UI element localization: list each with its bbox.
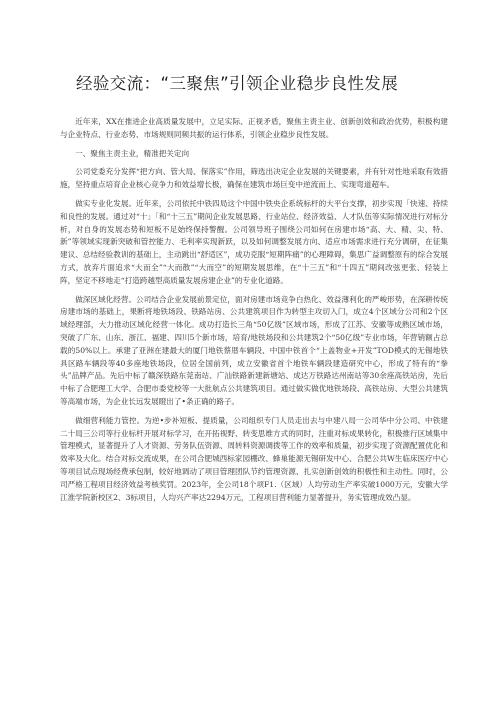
paragraph-party-role: 公司党委充分发挥“把方向、管大局、保落实”作用，筛选出决定企业发展的关键要素，并有针对性地采取有效措施，坚持重点培育企业核心竞争力和效益增长极，确保在建筑市场巨变中逆流而上、实现弯道超车。 [60,167,448,190]
paragraph-specialization: 做实专业化发展。近年来，公司依托中铁四局这个中国中铁央企系统标杆的大平台支撑，初步实现「快速、持续和良性的发展。通过对“十」「和“十三五”期间企业发展思路、行业站位、经济效益、人才队伍等实际情况进行对标分析，对自身的发展态势和短板不足始终保持警醒。公司领导班子围绕公司如何在房建市场“高、大、精、尖、特、新”等领域实现新突破和管控能力、毛利率实现新跃，以及如何调整发展方向、适应市场需求进行充分调研，在征集建议、总结经验教训的基础上，主动跳出“舒适区”，成功克服“短期阵痛”的心理障碍，集思广益调整原有的综合发展方式，放弃片面追求“大而全”“大而散”“大而空”的短期发展思维，在“十三五”和“十四五”期间改弦更张、轻装上阵，坚定不移地走“打造跨越型高质量发展房建企业”的专业化道路。 [60,198,448,285]
section-heading-1: 一、聚焦主责主业，精准把关定向 [75,148,190,158]
paragraph-profit-control: 做细营利能力管控。为逆•步补短板、提质量，公司组织专门人员走出去与中建八局一公司华中分公司、中铁建二十局三公司等行业标杆开展对标学习，在开拓视野、转变思维方式的同时，注重对标成果转化，积极推行区域集中管理模式，显著提升了人才资源、劳务队伍资源、周转料资源调拨等工作的效率和质量，初步实现了资源配置优化和效率及大化。结合对标交流成果，在公司合肥城西标家园棚改、蜂巢能源无锡研发中心、合肥公共W生临床医疗中心等项目试点现场经费承包制，较好地调动了项目管理团队节约管理资源、扎实创新创效的积极性和主动性。同时，公司严格工程项目经济效益考核奖罚。2023年，全公司18个项F1.（区域）人均劳动生产率实破1000万元，安徽大学江淮学院新校区2、3标项目，人均兴产率达2294万元，工程项目营利能力显著提升，务实管理成效凸显。 [60,415,448,502]
document-title: 经验交流：“三聚焦”引领企业稳步良性发展 [76,74,399,93]
paragraph-intro: 近年来，XX在推进企业高质量发展中，立足实际、正视矛盾，聚焦主责主业、创新创效和政治优势，积极构建与企业特点、行业态势、市场规则同频共振的运行体系，引领企业稳步良性发展。 [60,117,448,139]
paragraph-regional-operation: 做深区域化经营。公司结合企业发展前景定位，面对房建市场竞争白热化、效益薄利化的严峻形势，在深耕传统房建市场的基础上，果断将地铁场段、铁路站房、公共建筑项目作为转型主攻切入门，成立4个区域分公司和2个区域经理部，大力推动区域化经营一体化。成功打造长三角“50亿级”区域市场，形成了江苏、安徽等成熟区域市场，突破了广东、山东、浙江、福建、四川5个新市场，培育/地铁场段和公共建筑2个“50亿级”专业市场，年营销额占总载的50%以上。承建了亚洲在建最大的厦门地铁蔡厝车辆段、中国中铁首个“上盖物业+开发”TOD模式的无锡地铁具区路车辆段等40多座地铁场段，位居全国前列，成立安徽省首个地铁车辆段建造研究中心，形成了特有的“拳头”品牌产品。先后中标了赣深铁路东莞南站、广汕铁路新建新塘站、成达万铁路达州南站等30余座高铁站房，先后中标了合肥理工大学、合肥市委党校等一大批航点公共建筑项目。通过做实做优地铁场段、高铁站房、大型公共建筑等高端市场，为企业长远发展瞪出了•条正确的路子。 [60,294,448,406]
